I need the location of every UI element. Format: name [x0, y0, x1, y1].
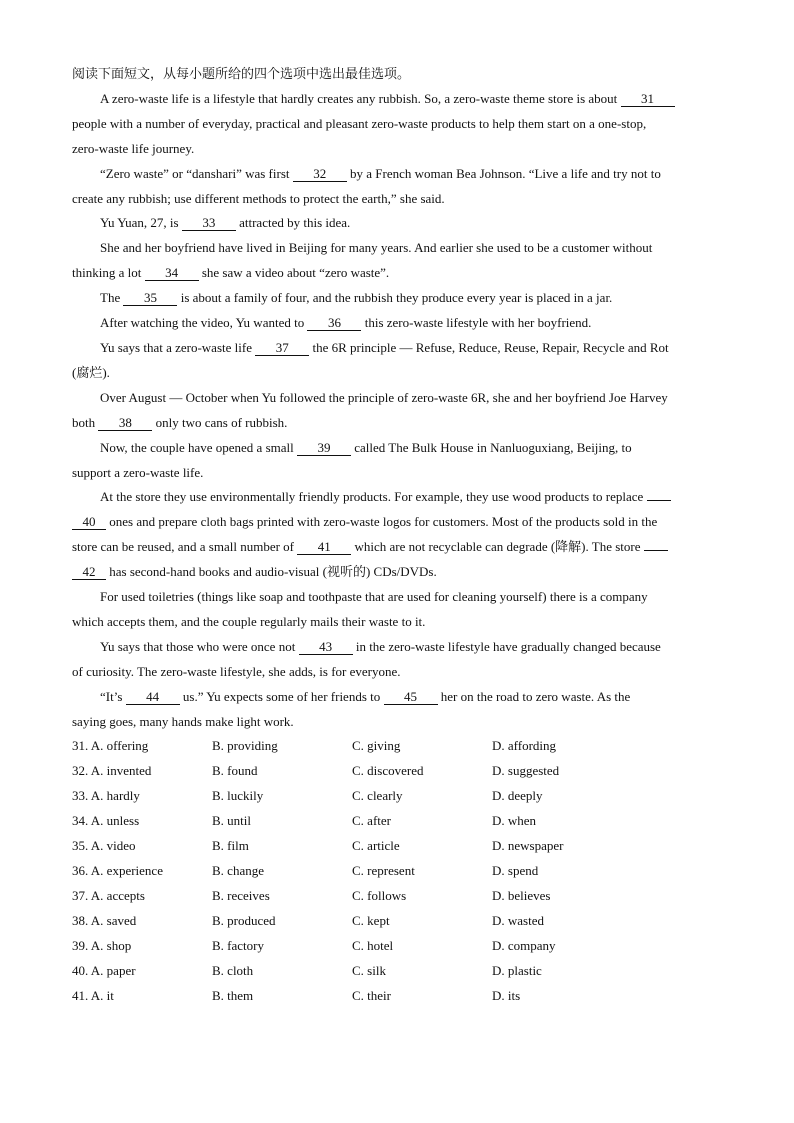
- option-a: 38. A. saved: [72, 912, 137, 928]
- option-d: D. believes: [492, 887, 551, 903]
- option-d: D. suggested: [492, 763, 560, 779]
- passage-line: A zero-waste life is a lifestyle that hardly creates any rubbish. So, a zero-waste theme store is about 31: [72, 87, 724, 112]
- passage-line: Yu says that those who were once not 43 in the zero-waste lifestyle have gradually changed because: [100, 638, 661, 654]
- option-d: D. plastic: [492, 962, 542, 978]
- blank-38: 38: [98, 415, 152, 431]
- blank-42: 42: [72, 564, 106, 580]
- question-row: [72, 909, 724, 934]
- blank-40: 40: [72, 514, 106, 530]
- option-d: D. newspaper: [492, 838, 564, 854]
- blank-37: 37: [255, 340, 309, 356]
- question-row: [72, 734, 724, 759]
- blank-44: 44: [126, 689, 180, 705]
- option-b: B. luckily: [212, 788, 264, 804]
- option-b: B. cloth: [212, 962, 254, 978]
- passage-line: Yu says that a zero-waste life 37 the 6R principle — Refuse, Reduce, Reuse, Repair, Recycle and Rot: [100, 339, 669, 355]
- passage-line: people with a number of everyday, practical and pleasant zero-waste products to help them start on a one-stop,: [72, 115, 647, 131]
- passage-line: (腐烂).: [72, 364, 110, 380]
- passage-line: For used toiletries (things like soap and toothpaste that are used for cleaning yourself) there is a company: [100, 589, 648, 605]
- passage-line: “It’s 44 us.” Yu expects some of her friends to 45 her on the road to zero waste. As the: [100, 688, 631, 704]
- option-a: 37. A. accepts: [72, 887, 145, 903]
- option-c: C. follows: [352, 887, 407, 903]
- passage-line: At the store they use environmentally friendly products. For example, they use wood products to replace: [72, 485, 724, 510]
- option-c: C. hotel: [352, 937, 394, 953]
- option-d: D. wasted: [492, 912, 544, 928]
- passage-line: Now, the couple have opened a small 39 called The Bulk House in Nanluoguxiang, Beijing, to: [100, 439, 632, 455]
- passage-line: create any rubbish; use different methods to protect the earth,” she said.: [72, 190, 445, 206]
- passage-line: support a zero-waste life.: [72, 464, 204, 480]
- question-row: [72, 759, 724, 784]
- passage-line: After watching the video, Yu wanted to 36 this zero-waste lifestyle with her boyfriend.: [100, 315, 592, 331]
- passage-line: Over August — October when Yu followed the principle of zero-waste 6R, she and her boyfriend Joe Harvey: [100, 389, 668, 405]
- blank-33: 33: [182, 215, 236, 231]
- option-a: 33. A. hardly: [72, 788, 140, 804]
- option-b: B. film: [212, 838, 249, 854]
- option-c: C. discovered: [352, 763, 424, 779]
- option-b: B. factory: [212, 937, 264, 953]
- passage-line: 40 ones and prepare cloth bags printed with zero-waste logos for customers. Most of the products sold in the: [72, 510, 724, 535]
- blank-31: 31: [621, 91, 675, 107]
- question-row: [72, 859, 724, 884]
- passage-line: both 38 only two cans of rubbish.: [72, 414, 288, 430]
- blank-39: 39: [297, 440, 351, 456]
- blank-35: 35: [123, 290, 177, 306]
- answer-options: [72, 734, 724, 1008]
- blank-34: 34: [145, 265, 199, 281]
- passage-line: which accepts them, and the couple regularly mails their waste to it.: [72, 613, 426, 629]
- option-b: B. them: [212, 987, 254, 1003]
- option-a: 34. A. unless: [72, 813, 140, 829]
- option-c: C. their: [352, 987, 391, 1003]
- blank-32: 32: [293, 166, 347, 182]
- question-row: [72, 984, 724, 1009]
- question-row: [72, 884, 724, 909]
- option-c: C. clearly: [352, 788, 403, 804]
- option-d: D. when: [492, 813, 537, 829]
- option-b: B. providing: [212, 738, 278, 754]
- passage-line: 42 has second-hand books and audio-visual (视听的) CDs/DVDs.: [72, 560, 724, 585]
- option-a: 41. A. it: [72, 987, 114, 1003]
- option-d: D. spend: [492, 863, 539, 878]
- option-a: 31. A. offering: [72, 738, 149, 754]
- option-d: D. affording: [492, 738, 557, 754]
- question-row: [72, 934, 724, 959]
- option-a: 39. A. shop: [72, 937, 132, 953]
- option-c: C. represent: [352, 863, 415, 878]
- option-d: D. its: [492, 987, 521, 1003]
- question-row: [72, 809, 724, 834]
- option-c: C. giving: [352, 738, 401, 754]
- option-b: B. found: [212, 763, 258, 779]
- passage-line: She and her boyfriend have lived in Beijing for many years. And earlier she used to be a customer without: [100, 240, 653, 256]
- question-row: [72, 834, 724, 859]
- passage-line: “Zero waste” or “danshari” was first 32 by a French woman Bea Johnson. “Live a life and try not to: [100, 165, 661, 181]
- passage-line: The 35 is about a family of four, and the rubbish they produce every year is placed in a jar.: [100, 290, 613, 306]
- blank-42-start: [644, 550, 668, 551]
- passage-line: of curiosity. The zero-waste lifestyle, she adds, is for everyone.: [72, 663, 401, 679]
- option-d: D. deeply: [492, 788, 543, 804]
- option-a: 32. A. invented: [72, 763, 152, 779]
- exam-page: [72, 62, 724, 1008]
- option-b: B. receives: [212, 887, 270, 903]
- option-a: 40. A. paper: [72, 962, 136, 978]
- option-a: 35. A. video: [72, 838, 136, 854]
- passage-line: zero-waste life journey.: [72, 140, 195, 156]
- option-c: C. silk: [352, 962, 386, 978]
- option-b: B. produced: [212, 912, 276, 928]
- option-c: C. kept: [352, 912, 390, 928]
- blank-36: 36: [307, 315, 361, 331]
- blank-45: 45: [384, 689, 438, 705]
- option-c: C. article: [352, 838, 400, 854]
- option-a: 36. A. experience: [72, 863, 163, 878]
- blank-43: 43: [299, 639, 353, 655]
- option-b: B. change: [212, 863, 264, 878]
- option-c: C. after: [352, 813, 391, 829]
- instruction: 阅读下面短文，从每小题所给的四个选项中选出最佳选项。: [72, 66, 411, 81]
- passage-line: saying goes, many hands make light work.: [72, 713, 294, 729]
- passage-line: thinking a lot 34 she saw a video about “zero waste”.: [72, 265, 390, 281]
- option-d: D. company: [492, 937, 556, 953]
- blank-40-start: [647, 500, 671, 501]
- option-b: B. until: [212, 813, 252, 829]
- blank-41: 41: [297, 539, 351, 555]
- passage-line: Yu Yuan, 27, is 33 attracted by this idea.: [100, 215, 351, 231]
- question-row: [72, 784, 724, 809]
- passage-line: store can be reused, and a small number of 41 which are not recyclable can degrade (降解). The store: [72, 535, 724, 560]
- question-row: [72, 959, 724, 984]
